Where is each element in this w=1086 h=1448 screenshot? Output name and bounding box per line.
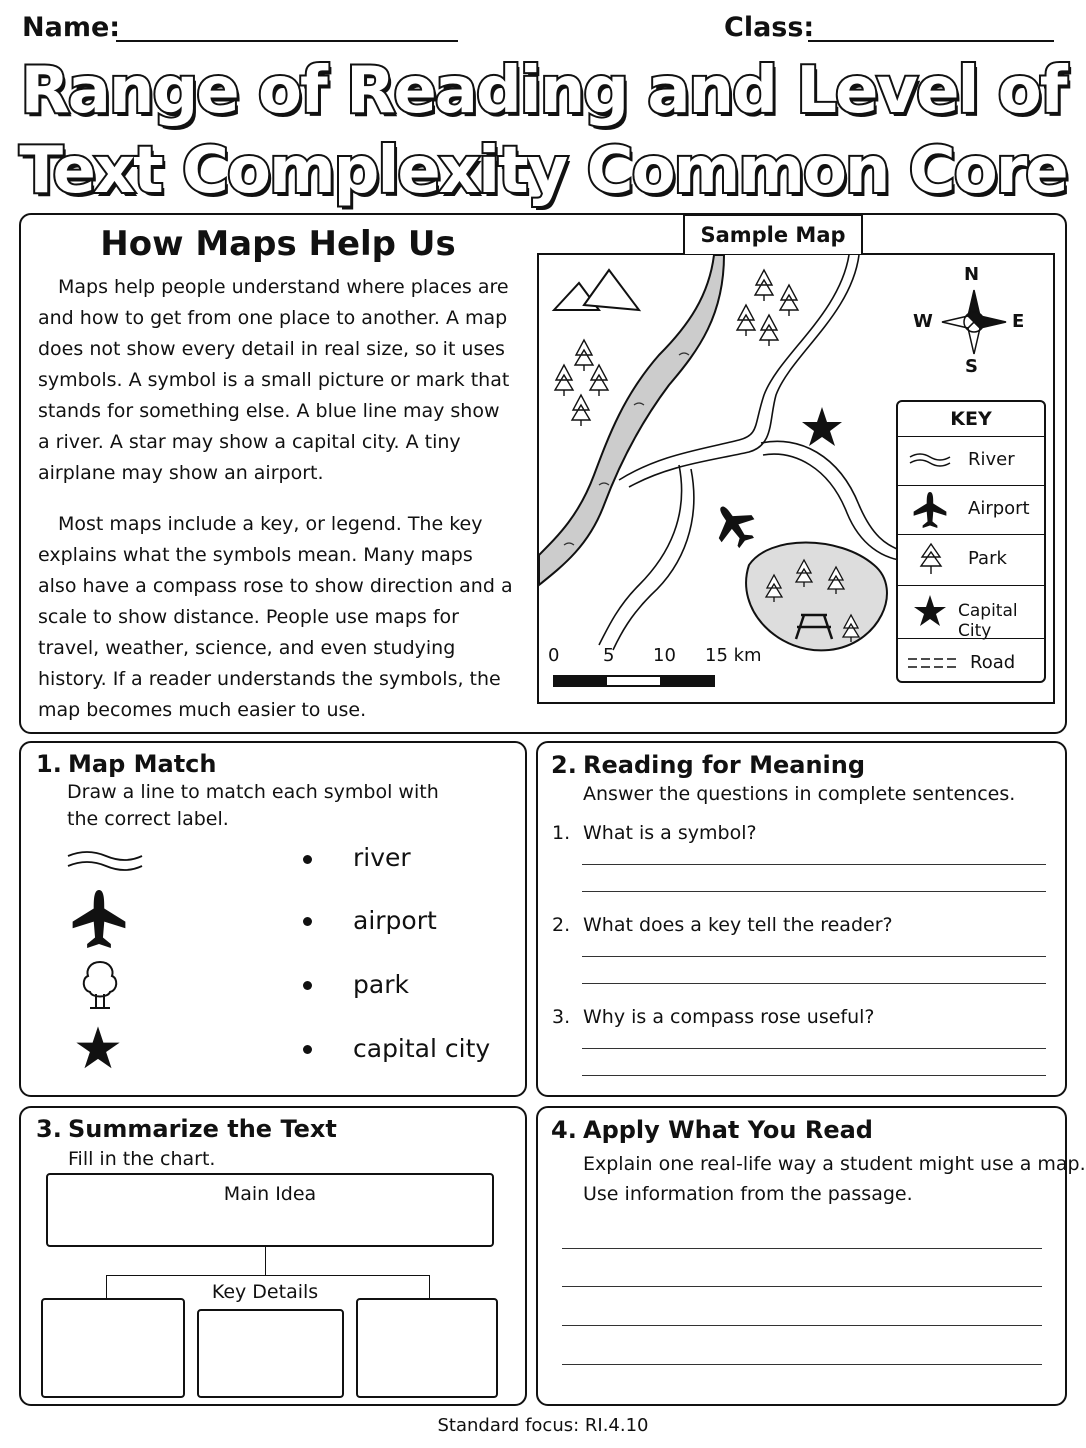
key-detail-box[interactable]	[197, 1309, 344, 1398]
section3-number: 3.	[36, 1115, 62, 1143]
compass-s: S	[965, 356, 978, 377]
answer-line[interactable]	[582, 1075, 1046, 1076]
answer-line[interactable]	[562, 1286, 1042, 1287]
passage-heading: How Maps Help Us	[100, 224, 456, 264]
compass-e: E	[1012, 311, 1025, 332]
scale-label-15: 15 km	[705, 645, 762, 666]
standard-focus: Standard focus: RI.4.10	[437, 1415, 649, 1436]
match-dot[interactable]	[303, 855, 312, 864]
key-row-river	[898, 437, 1044, 486]
question-1	[552, 822, 757, 844]
compass-n: N	[964, 264, 980, 285]
section2-title: Reading for Meaning	[583, 751, 866, 779]
main-idea-box[interactable]	[46, 1173, 494, 1247]
name-label: Name:	[22, 12, 121, 43]
match-dot[interactable]	[303, 981, 312, 990]
answer-line[interactable]	[562, 1325, 1042, 1326]
match-word-river: river	[353, 843, 411, 872]
answer-line[interactable]	[582, 864, 1046, 865]
answer-line[interactable]	[562, 1364, 1042, 1365]
key-row-airport	[898, 486, 1044, 535]
section2-instructions: Answer the questions in complete sentences.	[583, 783, 1016, 805]
class-field[interactable]	[808, 40, 1054, 42]
key-label-airport: Airport	[968, 498, 1030, 519]
key-detail-box[interactable]	[356, 1298, 498, 1398]
key-label-river: River	[968, 449, 1015, 470]
scale-label-10: 10	[653, 645, 676, 666]
answer-line[interactable]	[562, 1248, 1042, 1249]
match-word-capital-city: capital city	[353, 1034, 491, 1063]
title-line-1: Range of Reading and Level of	[20, 54, 1066, 128]
section1-title: Map Match	[68, 750, 217, 778]
section4-title: Apply What You Read	[583, 1116, 873, 1144]
passage-paragraph-2: Most maps include a key, or legend. The key explains what the symbols mean. Many maps also have a compass rose to show direction and a scale to show distance. People use maps for travel, weather, science, and even studying history. If a reader understands the symbols, the map becomes much easier to use.	[38, 513, 513, 721]
key-label-park: Park	[968, 548, 1007, 569]
section4-number: 4.	[551, 1116, 577, 1144]
answer-line[interactable]	[582, 983, 1046, 984]
question-text: What does a key tell the reader?	[583, 914, 893, 936]
section1-heading	[36, 750, 216, 778]
title-line-2: Text Complexity Common Core	[19, 134, 1067, 208]
river-icon[interactable]	[66, 848, 144, 874]
section1-instructions: Draw a line to match each symbol with the correct label.	[67, 781, 439, 830]
airport-icon[interactable]	[70, 890, 128, 948]
section3-instructions: Fill in the chart.	[68, 1148, 216, 1170]
map-key	[896, 400, 1046, 683]
match-dot[interactable]	[303, 1045, 312, 1054]
match-dot[interactable]	[303, 917, 312, 926]
key-title: KEY	[898, 402, 1044, 437]
compass-w: W	[913, 311, 933, 332]
key-details-label: Key Details	[205, 1281, 325, 1303]
question-text: Why is a compass rose useful?	[583, 1006, 875, 1028]
section1-number: 1.	[36, 750, 62, 778]
scale-label-0: 0	[548, 645, 560, 666]
question-2	[552, 914, 893, 936]
answer-line[interactable]	[582, 956, 1046, 957]
class-label: Class:	[724, 12, 815, 43]
key-detail-box[interactable]	[41, 1298, 185, 1398]
star-icon	[913, 594, 947, 628]
airport-icon	[912, 492, 948, 528]
question-number: 3.	[552, 1006, 571, 1028]
passage-paragraph-1: Maps help people understand where places are and how to get from one place to another. A map does not show every detail in real size, so it uses symbols. A symbol is a small picture or mark that stands for something else. A blue line may show a river. A star may show a capital city. A tiny airplane may show an airport.	[38, 276, 510, 484]
question-text: What is a symbol?	[583, 822, 757, 844]
section3-title: Summarize the Text	[68, 1115, 337, 1143]
answer-line[interactable]	[582, 891, 1046, 892]
name-field[interactable]	[116, 40, 458, 42]
key-label-road: Road	[970, 652, 1016, 673]
key-row-park	[898, 535, 1044, 586]
match-word-airport: airport	[353, 906, 437, 935]
chart-connector	[265, 1247, 266, 1275]
section2-heading	[551, 751, 865, 779]
star-icon[interactable]	[74, 1025, 122, 1071]
key-row-road	[898, 639, 1044, 687]
tree-icon[interactable]	[78, 958, 122, 1012]
question-number: 2.	[552, 914, 571, 936]
answer-line[interactable]	[582, 1048, 1046, 1049]
sample-map-tab: Sample Map	[683, 214, 863, 254]
section3-heading	[36, 1115, 337, 1143]
section4-instructions-line2: Use information from the passage.	[583, 1183, 913, 1205]
match-word-park: park	[353, 970, 409, 999]
river-icon	[908, 450, 956, 470]
question-number: 1.	[552, 822, 571, 844]
key-label-capital-city: Capital City	[958, 601, 1018, 641]
key-row-capital	[898, 586, 1044, 639]
main-idea-label: Main Idea	[223, 1183, 317, 1205]
park-icon	[916, 542, 946, 578]
question-3	[552, 1006, 875, 1028]
section4-instructions-line1: Explain one real-life way a student might use a map.	[583, 1153, 1086, 1175]
section4-heading	[551, 1116, 873, 1144]
road-icon	[906, 655, 958, 671]
scale-label-5: 5	[603, 645, 615, 666]
section2-number: 2.	[551, 751, 577, 779]
